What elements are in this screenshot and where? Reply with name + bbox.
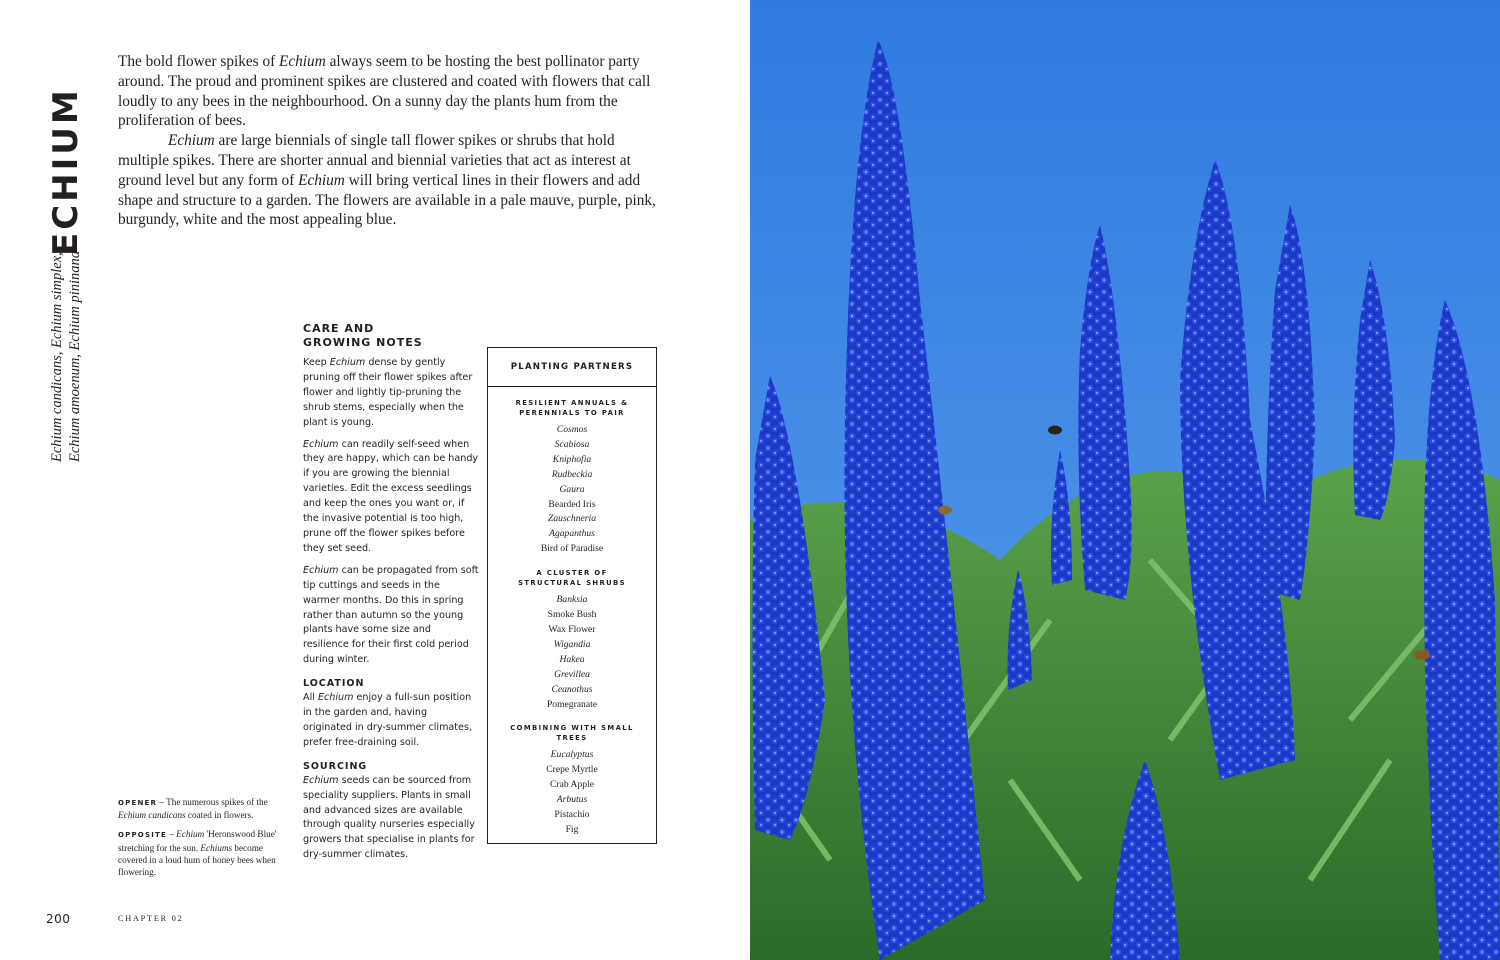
partner-group xyxy=(488,723,656,837)
text-run-italic: Echium xyxy=(298,171,345,189)
care-heading-line: GROWING NOTES xyxy=(303,336,423,349)
echium-photo xyxy=(750,0,1500,960)
caption-opener xyxy=(118,796,293,821)
text-run: All xyxy=(303,692,318,704)
partner-plant: Gaura xyxy=(559,483,585,495)
partner-group xyxy=(488,398,656,557)
text-run-italic: Echium xyxy=(317,692,354,704)
partner-groups xyxy=(488,398,656,838)
partner-plant: Cosmos xyxy=(556,424,588,435)
photo-captions xyxy=(118,796,293,885)
partner-plant: Kniphofia xyxy=(552,453,592,465)
sourcing-heading: SOURCING xyxy=(303,760,368,772)
text-run: seeds can be sourced from speciality suppliers. Plants in small and advanced sizes are available through quality nurseries especially growers that specialise in plants for dry-summer climates. xyxy=(303,774,475,861)
partner-plant: Pomegranate xyxy=(546,698,598,710)
text-run-italic: Echium xyxy=(329,357,366,368)
species-line: Echium amoenum, Echium pininana xyxy=(67,250,83,462)
partner-plant: Grevillea xyxy=(554,668,590,680)
care-heading xyxy=(303,322,479,350)
partner-plant: Agapanthus xyxy=(549,528,595,540)
care-paragraph xyxy=(303,438,479,557)
text-run: can be propagated from soft tip cuttings and seeds in the warmer months. Do this in spring rather than autumn so the young plants have some size and resilience for their first cold period during winter. xyxy=(303,564,479,666)
partner-group-heading: RESILIENT ANNUALS & PERENNIALS TO PAIR xyxy=(515,399,629,417)
partner-group xyxy=(488,568,656,712)
partner-plant: Eucalyptus xyxy=(550,749,594,761)
partner-plant: Bird of Paradise xyxy=(540,543,604,555)
partner-plant: Crepe Myrtle xyxy=(546,764,598,776)
text-run: – The numerous spikes of the xyxy=(157,797,268,807)
text-run-italic: Echium xyxy=(303,438,339,450)
species-list xyxy=(48,236,88,462)
care-paragraph xyxy=(303,356,479,431)
bee xyxy=(938,506,952,515)
partner-plant: Rudbeckia xyxy=(551,468,593,480)
caption-label: OPENER xyxy=(118,799,158,807)
bee xyxy=(1414,650,1430,660)
partner-plant: Smoke Bush xyxy=(547,609,597,621)
species-line: Echium candicans, Echium simplex, xyxy=(49,252,65,462)
bee xyxy=(1048,426,1062,435)
text-run-italic: Echium xyxy=(303,564,339,576)
partner-plant: Wax Flower xyxy=(548,623,596,635)
partner-plant: Wigandia xyxy=(553,638,591,650)
partner-plant: Arbutus xyxy=(556,794,588,806)
text-run: – xyxy=(166,829,177,840)
planting-partners-title: PLANTING PARTNERS xyxy=(488,348,656,387)
intro-text xyxy=(118,52,663,230)
partner-plant: Fig xyxy=(565,823,579,835)
text-run-italic: Echium candicans xyxy=(118,810,186,821)
intro-paragraph xyxy=(118,131,663,230)
text-run: dense by gently pruning off their flower spikes after flower and lightly tip-pruning the shrub stems, especially when the plant is young. xyxy=(303,357,473,428)
location-paragraph xyxy=(303,691,479,751)
text-run: always seem to be hosting the best pollinator party around. The proud and prominent spikes are clustered and coated with flowers that call loudly to any bees in the neighbourhood. On a sunny day the plants hum from the proliferation of bees. xyxy=(118,53,651,130)
text-run: Keep xyxy=(303,357,330,368)
partner-group-heading: A CLUSTER OF STRUCTURAL SHRUBS xyxy=(518,569,626,588)
text-run: 'Heronswood Blue' stretching for the sun. xyxy=(118,829,277,853)
text-run-italic: Echium xyxy=(303,774,339,786)
intro-paragraph xyxy=(118,52,663,131)
partner-plant: Hakea xyxy=(559,653,585,665)
partner-plant: Ceanothus xyxy=(551,683,593,695)
text-run: enjoy a full-sun position in the garden and, having originated in dry-summer climates, prefer free-draining soil. xyxy=(303,692,473,748)
partner-plant: Zauschneria xyxy=(548,513,596,525)
text-run-italic: Echium xyxy=(279,53,326,70)
text-run: can readily self-seed when they are happy, which can be handy if you are growing the biennial varieties. Edit the excess seedlings and keep the ones you want or, if the invasive potential is too high, prune off the flower spikes before they set seed. xyxy=(303,438,479,554)
page-number: 200 xyxy=(46,912,71,926)
text-run: become covered in a loud hum of honey bees when flowering. xyxy=(118,842,276,878)
location-heading: LOCATION xyxy=(303,678,365,690)
photo-page xyxy=(750,0,1500,960)
caption-opposite xyxy=(118,828,293,878)
text-run: will bring vertical lines in their flowers and add shape and structure to a garden. The flowers are available in a pale mauve, purple, pink, burgundy, white and the most appealing blue. xyxy=(118,171,656,229)
text-run-italic: Echiums xyxy=(200,842,233,853)
care-paragraph xyxy=(303,564,479,668)
page-title: ECHIUM xyxy=(46,87,86,256)
chapter-label: CHAPTER 02 xyxy=(118,914,184,923)
sourcing-paragraph xyxy=(303,774,479,863)
partner-plant: Bearded Iris xyxy=(548,498,596,510)
text-run: coated in flowers. xyxy=(185,810,254,821)
partner-plant: Crab Apple xyxy=(550,779,594,791)
caption-label: OPPOSITE xyxy=(118,831,167,840)
partner-group-heading: COMBINING WITH SMALL TREES xyxy=(510,724,634,743)
care-notes xyxy=(303,322,479,870)
partner-plant: Pistachio xyxy=(554,809,590,821)
care-heading-line: CARE AND xyxy=(303,322,375,335)
text-run-italic: Echium xyxy=(168,132,215,150)
partner-plant: Scabiosa xyxy=(554,438,590,450)
text-run: The bold flower spikes of xyxy=(118,53,280,70)
text-run-italic: Echium xyxy=(176,829,205,840)
partner-plant: Banksia xyxy=(556,594,588,606)
text-run: are large biennials of single tall flower spikes or shrubs that hold multiple spikes. There are shorter annual and biennial varieties that act as interest at ground level but any form of xyxy=(118,132,631,189)
planting-partners-box xyxy=(487,347,657,844)
